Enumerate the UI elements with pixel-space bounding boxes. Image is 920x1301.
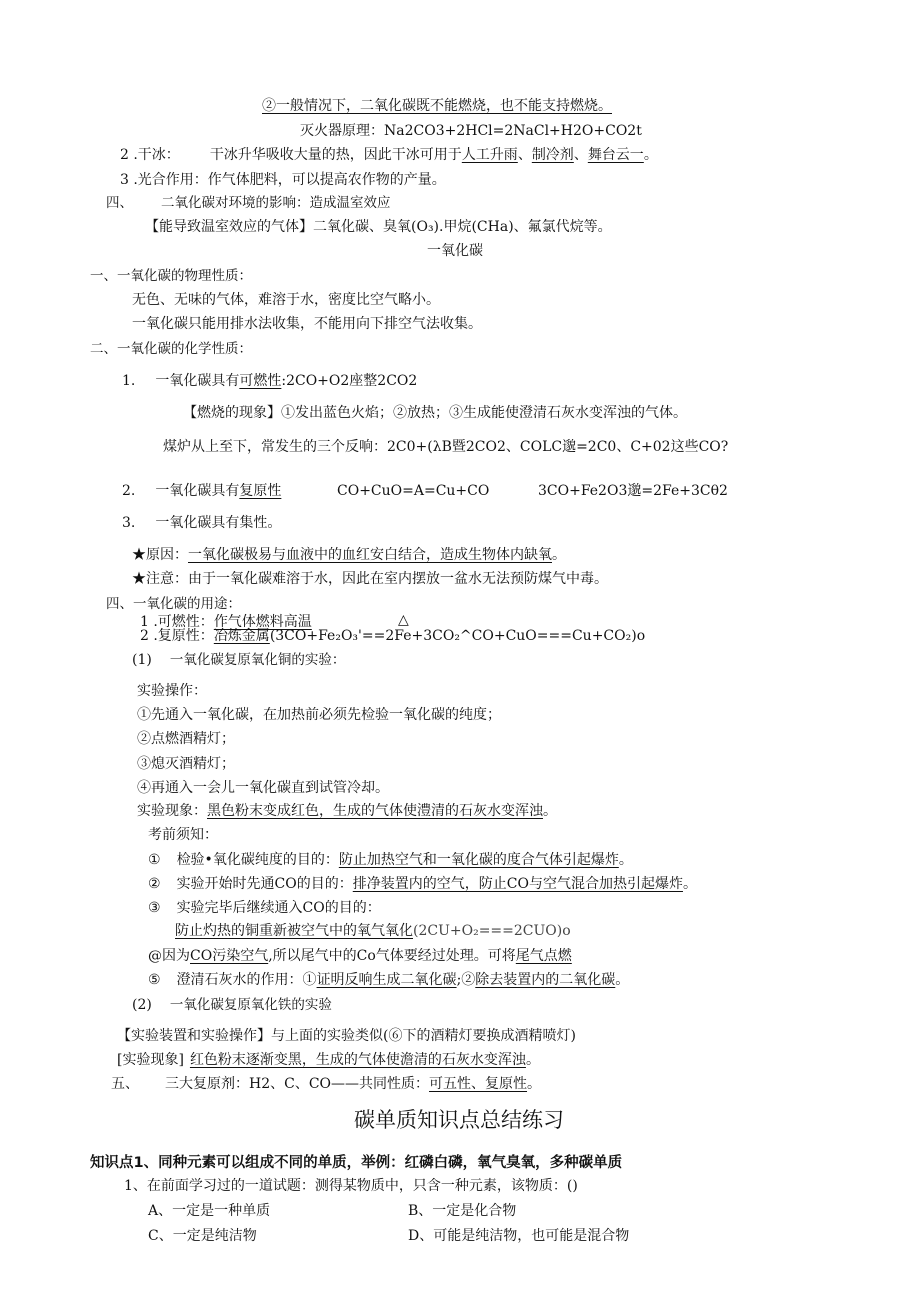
equation-co-fe2o3: 3CO+Fe2O3邈=2Fe+3Cθ2 (538, 483, 728, 499)
option-a: A、一定是一种单质 (148, 1203, 271, 1219)
line-coal-stove-reactions: 煤炉从上至下，常发生的三个反响：2C0+(λB暨2CO2、COLC邈=2C0、C+02这些CO? (163, 439, 729, 455)
equation-co-cuo: CO+CuO=A=Cu+CO (337, 483, 490, 499)
line-experiment-1-title: (1) 一氧化碳复原氧化铜的实验： (132, 652, 346, 668)
line-precautions: 考前须知： (148, 827, 218, 843)
line-experiment-operations: 实验操作： (137, 683, 207, 699)
line-co-physical-desc: 无色、无味的气体，难溶于水，密度比空气略小。 (132, 292, 440, 308)
line-environment-impact: 四、 二氧化碳对环境的影响：造成温室效应 (106, 195, 391, 211)
line-co-reducibility: 2. 一氧化碳具有复原性 (122, 483, 282, 499)
option-b: B、一定是化合物 (408, 1203, 517, 1219)
line-dry-ice: 2 .干冰： 干冰升华吸收大量的热，因此干冰可用于人工升雨、制冷剂、舞台云一。 (120, 147, 658, 163)
line-experiment-phenomenon: 实验现象：黑色粉末变成红色，生成的气体使澧清的石灰水变浑浊。 (137, 803, 557, 819)
heading-co-chemical-properties: 二、一氧化碳的化学性质： (90, 341, 252, 357)
line-extinguisher-principle: 灭火器原理：Na2CO3+2HCl=2NaCl+H2O+CO2t (300, 123, 642, 139)
line-co-toxicity: 3. 一氧化碳具有集性。 (122, 515, 282, 531)
line-precaution-4: @因为CO污染空气,所以尾气中的Co气体要经过处理。可将尾气点燃 (148, 948, 572, 964)
line-step-4: ④再通入一会儿一氧化碳直到试管冷却。 (137, 780, 389, 796)
knowledge-point-1: 知识点1、同种元素可以组成不同的单质，举例：红磷白磷，氧气臭氧，多种碳单质 (90, 1155, 623, 1171)
line-use-combustibility: 1 .可燃性：作气体燃料高温 (140, 614, 312, 630)
section-heading-co: 一氧化碳 (427, 243, 483, 259)
line-co2-not-combustible: ②一般情况下，二氧化碳既不能燃烧，也不能支持燃烧。 (262, 98, 612, 114)
line-photosynthesis: 3 .光合作用：作气体肥料，可以提高农作物的产量。 (120, 172, 446, 188)
line-co-collection: 一氧化碳只能用排水法收集，不能用向下排空气法收集。 (132, 316, 482, 332)
line-combustion-phenomenon: 【燃烧的现象】①发出蓝色火焰；②放热；③生成能使澄清石灰水变浑浊的气体。 (183, 405, 687, 421)
option-c: C、一定是纯洁物 (148, 1228, 257, 1244)
line-three-reducing-agents: 五、 三大复原剂：H2、C、CO——共同性质：可五性、复原性。 (111, 1076, 542, 1092)
line-precaution-1: ① 检验•氧化碳纯度的目的：防止加热空气和一氧化碳的度合气体引起爆炸。 (148, 852, 633, 868)
line-co-combustibility: 1. 一氧化碳具有可燃性:2CO+O2座整2CO2 (122, 373, 418, 389)
line-toxicity-reason: ★原因：一氧化碳极易与血液中的血红安白结合，造成生物体内缺氧。 (132, 547, 566, 563)
heat-triangle-symbol: △ (398, 612, 409, 628)
option-d: D、可能是纯洁物，也可能是混合物 (408, 1228, 630, 1244)
line-precaution-2: ② 实验开始时先通CO的目的：排净装置内的空气，防止CO与空气混合加热引起爆炸。 (148, 876, 697, 892)
line-experiment-2-setup: 【实验装置和实验操作】与上面的实验类似(⑥下的酒精灯要换成酒精喷灯) (117, 1028, 576, 1044)
line-step-1: ①先通入一氧化碳，在加热前必须先检验一氧化碳的纯度； (137, 707, 501, 723)
line-use-reducibility: 2 .复原性：冶炼金属(3CO+Fe₂O₃'==2Fe+3CO₂^CO+CuO===Cu+CO₂)o (140, 628, 646, 644)
line-precaution-3: ③ 实验完毕后继续通入CO的目的： (148, 900, 381, 916)
line-experiment-2-phenomenon: [实验现象] 红色粉末逐渐变黑，生成的气体使澹清的石灰水变浑浊。 (117, 1052, 540, 1068)
heading-co-physical-properties: 一、一氧化碳的物理性质： (90, 268, 252, 284)
heading-co-uses: 四、一氧化碳的用途： (106, 596, 241, 612)
line-precaution-3-reason: 防止灼热的铜重新被空气中的氧气氧化(2CU+O₂===2CUO)o (175, 923, 571, 939)
line-greenhouse-gases: 【能导致温室效应的气体】二氧化碳、臭氧(O₃).甲烷(CHa)、氟氯代烷等。 (145, 219, 612, 235)
line-step-3: ③熄灭酒精灯； (137, 756, 235, 772)
line-step-2: ②点燃酒精灯； (137, 731, 235, 747)
page-title-exercise: 碳单质知识点总结练习 (354, 1108, 564, 1132)
question-1: 1、在前面学习过的一道试题：测得某物质中，只含一种元素，该物质：() (124, 1178, 578, 1194)
line-experiment-2-title: (2) 一氧化碳复原氧化铁的实验 (132, 997, 332, 1013)
line-toxicity-note: ★注意：由于一氧化碳难溶于水，因此在室内摆放一盆水无法预防煤气中毒。 (132, 571, 608, 587)
line-precaution-5: ⑤ 澄清石灰水的作用：①证明反响生成二氧化碳;②除去装置内的二氧化碳。 (148, 972, 630, 988)
